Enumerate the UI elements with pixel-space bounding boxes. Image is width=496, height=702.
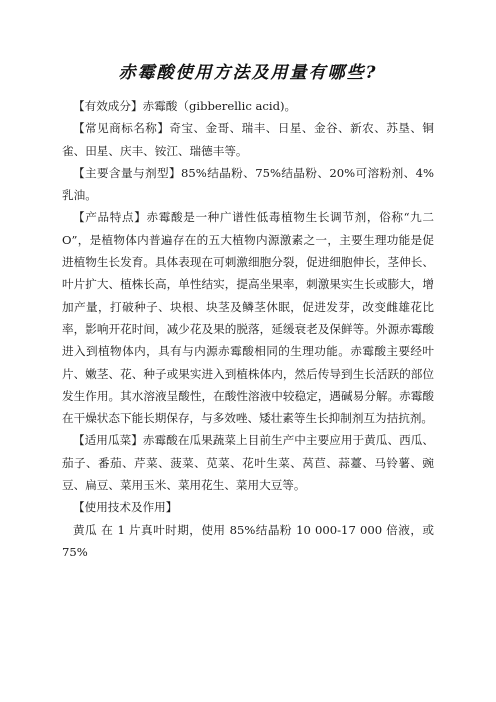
- paragraph-features: [62, 206, 434, 429]
- paragraph-usage-heading: [62, 496, 434, 518]
- paragraph-text: 奇宝、金哥、瑞丰、日星、金谷、新农、苏垦、铜雀、田星、庆丰、铵江、瑞德丰等。: [62, 121, 434, 158]
- paragraph-label: 【有效成分】: [73, 99, 143, 113]
- paragraph-text: 黄瓜 在 1 片真叶时期，使用 85%结晶粉 10 000-17 000 倍液，或 75%: [62, 522, 434, 559]
- document-body: [62, 95, 434, 563]
- paragraph-text: 赤霉酸（gibberellic acid)。: [142, 99, 297, 113]
- paragraph-label: 【产品特点】: [73, 210, 147, 225]
- paragraph-label: 【常见商标名称】: [73, 121, 170, 136]
- paragraph-label: 【使用技术及作用】: [73, 500, 178, 515]
- paragraph-text: 85%结晶粉、75%结晶粉、20%可溶粉剂、4%乳油。: [62, 165, 434, 203]
- paragraph-applicable-crops: [62, 429, 434, 496]
- paragraph-cucumber-usage: [62, 519, 434, 564]
- paragraph-text: 赤霉酸在瓜果蔬菜上目前生产中主要应用于黄瓜、西瓜、茄子、番茄、芹菜、菠菜、苋菜、花叶生菜、莴苣、蒜薹、马铃薯、豌豆、扁豆、菜用玉米、菜用花生、菜用大豆等。: [62, 433, 434, 493]
- paragraph-active-ingredient: [62, 95, 434, 117]
- paragraph-trade-names: [62, 117, 434, 162]
- paragraph-formulations: [62, 162, 434, 207]
- document-title: 赤霉酸使用方法及用量有哪些?: [118, 63, 378, 83]
- paragraph-label: 【主要含量与剂型】: [73, 165, 182, 180]
- paragraph-label: 【适用瓜菜】: [73, 433, 143, 448]
- paragraph-text: 赤霉酸是一种广谱性低毒植物生长调节剂，俗称“九二O”，是植物体内普遍存在的五大植物内源激素之一，主要生理功能是促进植物生长发育。具体表现在可刺激细胞分裂，促进细胞伸长，茎伸长、叶片扩大、植株长高，单性结实，提高坐果率，刺激果实生长或膨大，增加产量，打破种子、块根、块茎及鳞茎休眠，促进发芽，改变雌雄花比率，影响开花时间，减少花及果的脱落，延缓衰老及保鲜等。外源赤霉酸进入到植物体内，具有与内源赤霉酸相同的生理功能。赤霉酸主要经叶片、嫩茎、花、种子或果实进入到植株体内，然后传导到生长活跃的部位发生作用。其水溶液呈酸性，在酸性溶液中较稳定，遇碱易分解。赤霉酸在干燥状态下能长期保存，与多效唑、矮壮素等生长抑制剂互为拮抗剂。: [62, 210, 434, 426]
